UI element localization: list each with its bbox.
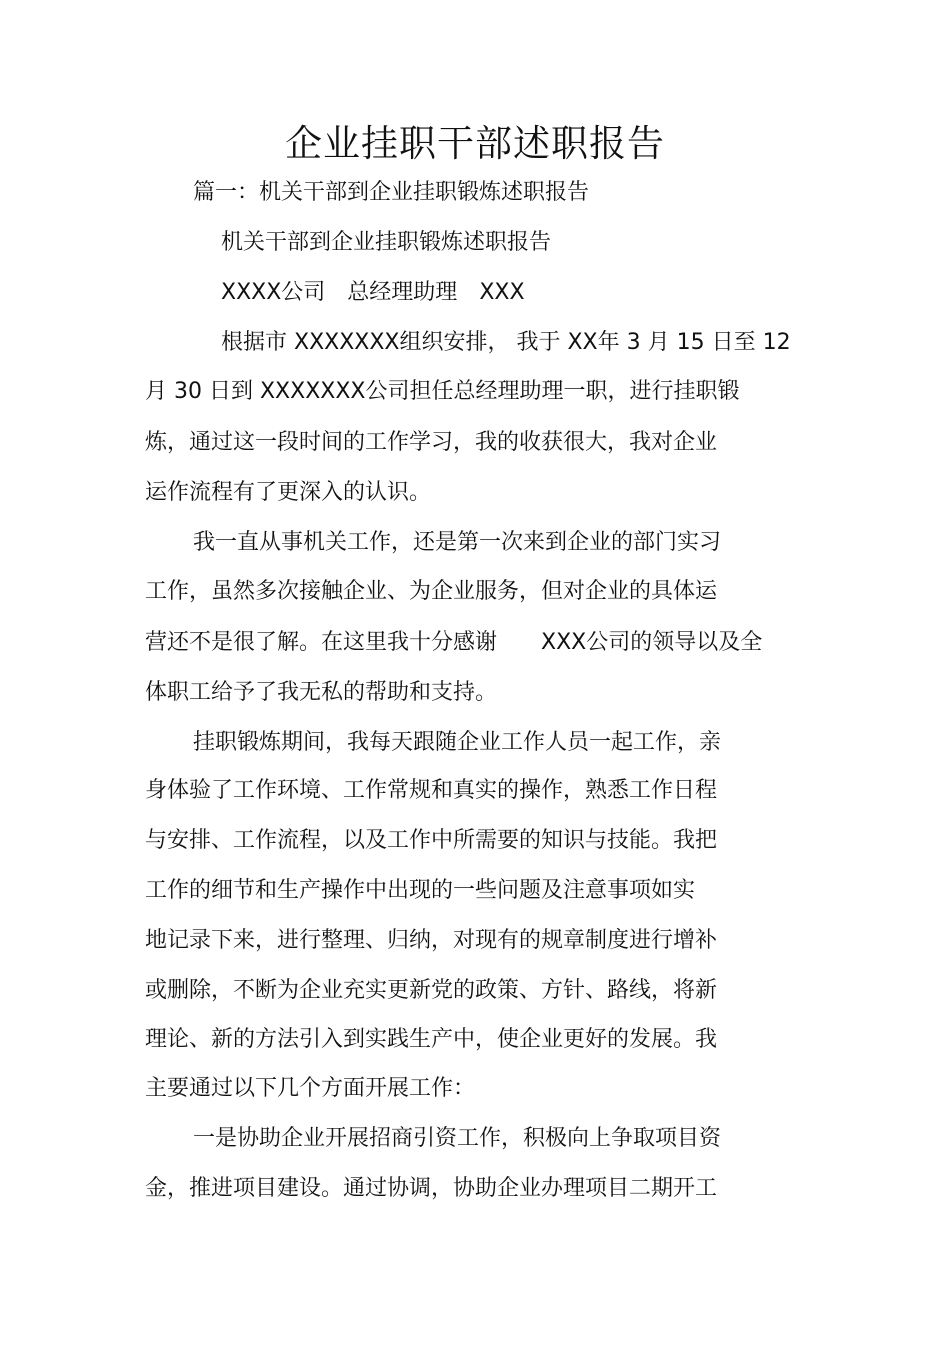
paragraph1-line2: 月 30 日到 XXXXXXX公司担任总经理助理一职，进行挂职锻 [145, 379, 740, 404]
paragraph2-line3-part1: 营还不是很了解。在这里我十分感谢 [145, 630, 498, 655]
paragraph2-line3 [145, 628, 762, 658]
paragraph1-line1: 根据市 XXXXXXX组织安排， 我于 XX年 3 月 15 日至 12 [221, 330, 791, 355]
paragraph3-line6: 或删除，不断为企业充实更新党的政策、方针、路线，将新 [145, 978, 718, 1003]
author-company: XXXX公司 [221, 280, 326, 305]
paragraph2-line3-part2: XXX公司的领导以及全 [541, 630, 763, 655]
author-line [221, 278, 525, 308]
paragraph3-line4: 工作的细节和生产操作中出现的一些问题及注意事项如实 [145, 878, 696, 903]
paragraph2-line2: 工作，虽然多次接触企业、为企业服务，但对企业的具体运 [145, 579, 718, 604]
section-heading: 篇一：机关干部到企业挂职锻炼述职报告 [193, 180, 590, 205]
paragraph4-line2: 金，推进项目建设。通过协调，协助企业办理项目二期开工 [145, 1176, 718, 1201]
paragraph2-line1: 我一直从事机关工作，还是第一次来到企业的部门实习 [193, 530, 722, 555]
paragraph2-line4: 体职工给予了我无私的帮助和支持。 [145, 680, 498, 705]
subheading: 机关干部到企业挂职锻炼述职报告 [221, 230, 552, 255]
paragraph3-line8: 主要通过以下几个方面开展工作： [145, 1076, 476, 1101]
author-name: XXX [479, 280, 525, 305]
document-title: 企业挂职干部述职报告 [285, 122, 665, 165]
paragraph1-line3: 炼，通过这一段时间的工作学习，我的收获很大，我对企业 [145, 430, 718, 455]
paragraph3-line2: 身体验了工作环境、工作常规和真实的操作，熟悉工作日程 [145, 778, 718, 803]
paragraph3-line3: 与安排、工作流程，以及工作中所需要的知识与技能。我把 [145, 828, 718, 853]
paragraph3-line1: 挂职锻炼期间，我每天跟随企业工作人员一起工作，亲 [193, 730, 722, 755]
paragraph1-line4: 运作流程有了更深入的认识。 [145, 480, 432, 505]
paragraph3-line7: 理论、新的方法引入到实践生产中，使企业更好的发展。我 [145, 1027, 718, 1052]
author-position: 总经理助理 [347, 280, 458, 305]
paragraph4-line1: 一是协助企业开展招商引资工作，积极向上争取项目资 [193, 1126, 722, 1151]
paragraph3-line5: 地记录下来，进行整理、归纳，对现有的规章制度进行增补 [145, 928, 718, 953]
